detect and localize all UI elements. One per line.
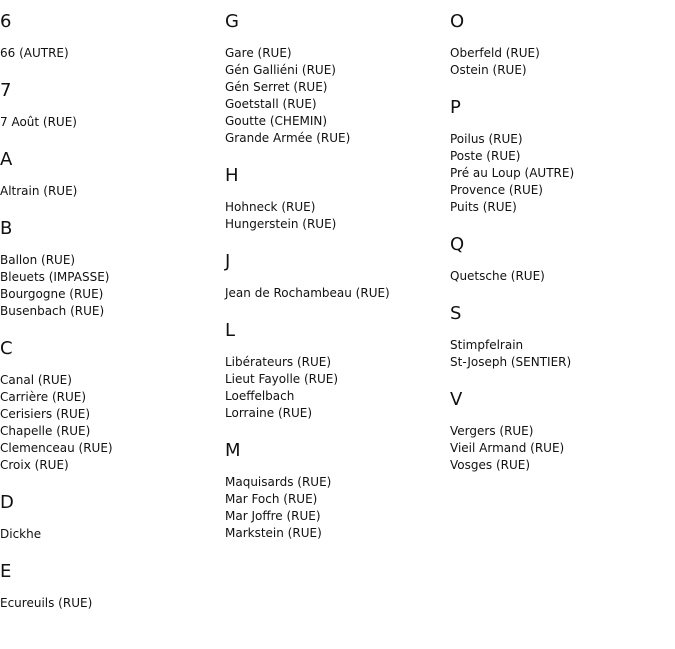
street-list [450, 268, 670, 285]
street-link[interactable]: Ostein (RUE) [450, 63, 527, 77]
letter-group [0, 150, 220, 200]
letter-group [0, 12, 220, 62]
street-link[interactable]: Lieut Fayolle (RUE) [225, 372, 339, 386]
letter-heading: B [0, 218, 13, 239]
letter-heading: C [0, 338, 13, 359]
letter-group [0, 562, 220, 612]
street-list [0, 252, 220, 320]
street-list-item [0, 286, 220, 303]
letter-group [225, 441, 445, 542]
letter-heading: S [450, 303, 462, 324]
street-list [225, 474, 445, 542]
street-link[interactable]: Provence (RUE) [450, 183, 543, 197]
street-list-item [225, 199, 445, 216]
street-list [225, 354, 445, 422]
street-list-item [225, 45, 445, 62]
letter-group [0, 493, 220, 543]
street-list-item [0, 457, 220, 474]
street-list-item [0, 252, 220, 269]
street-list [0, 114, 220, 131]
street-list-item [225, 354, 445, 371]
letter-heading: Q [450, 234, 465, 255]
street-link[interactable]: Libérateurs (RUE) [225, 355, 332, 369]
street-list-item [0, 372, 220, 389]
street-list-item [450, 354, 670, 371]
street-link[interactable]: Mar Joffre (RUE) [225, 509, 321, 523]
letter-heading: M [225, 440, 241, 461]
street-list-item [0, 389, 220, 406]
street-list-item [225, 508, 445, 525]
letter-group [450, 304, 670, 371]
street-list [450, 131, 670, 216]
street-list-item [225, 285, 445, 302]
street-list [450, 337, 670, 371]
letter-heading: D [0, 492, 14, 513]
street-link[interactable]: Carrière (RUE) [0, 390, 87, 404]
street-list-item [450, 337, 670, 354]
street-link[interactable]: Gare (RUE) [225, 46, 292, 60]
street-list-item [225, 79, 445, 96]
street-list [450, 423, 670, 474]
letter-heading: H [225, 165, 239, 186]
street-list [450, 45, 670, 79]
street-link[interactable]: Oberfeld (RUE) [450, 46, 540, 60]
street-list-item [0, 595, 220, 612]
street-list-item [450, 182, 670, 199]
street-list [225, 199, 445, 233]
letter-group [225, 321, 445, 422]
letter-group [450, 98, 670, 216]
street-list-item [225, 474, 445, 491]
street-link[interactable]: Croix (RUE) [0, 458, 69, 472]
letter-group [450, 12, 670, 79]
street-link[interactable]: Puits (RUE) [450, 200, 517, 214]
street-list-item [225, 113, 445, 130]
street-list-item [450, 45, 670, 62]
street-list-item [450, 131, 670, 148]
letter-group [450, 235, 670, 285]
street-list-item [225, 491, 445, 508]
street-list [0, 45, 220, 62]
street-list-item [0, 526, 220, 543]
street-link[interactable]: Maquisards (RUE) [225, 475, 332, 489]
street-link[interactable]: Vieil Armand (RUE) [450, 441, 565, 455]
street-list-item [450, 165, 670, 182]
street-link[interactable]: Vergers (RUE) [450, 424, 534, 438]
street-list-item [450, 148, 670, 165]
street-link[interactable]: Cerisiers (RUE) [0, 407, 91, 421]
street-link[interactable]: Vosges (RUE) [450, 458, 531, 472]
letter-group [225, 12, 445, 147]
street-link[interactable]: Poste (RUE) [450, 149, 521, 163]
street-list [225, 285, 445, 302]
street-list [0, 526, 220, 543]
letter-heading: J [225, 251, 231, 272]
street-list [225, 45, 445, 147]
street-link[interactable]: Pré au Loup (AUTRE) [450, 166, 575, 180]
letter-heading: A [0, 149, 13, 170]
street-link[interactable]: Gén Galliéni (RUE) [225, 63, 336, 77]
street-list [0, 183, 220, 200]
street-link[interactable]: Hohneck (RUE) [225, 200, 316, 214]
street-link[interactable]: Altrain (RUE) [0, 184, 78, 198]
street-index-column-1 [0, 0, 220, 631]
street-list-item [0, 269, 220, 286]
letter-heading: V [450, 389, 463, 410]
letter-group [225, 252, 445, 302]
street-link[interactable]: Gén Serret (RUE) [225, 80, 328, 94]
street-list-item [450, 457, 670, 474]
street-list-item [0, 183, 220, 200]
street-link[interactable]: Goetstall (RUE) [225, 97, 317, 111]
street-link[interactable]: Mar Foch (RUE) [225, 492, 318, 506]
street-list-item [225, 216, 445, 233]
street-link[interactable]: Busenbach (RUE) [0, 304, 105, 318]
street-list-item [0, 303, 220, 320]
street-list-item [0, 440, 220, 457]
street-link[interactable]: Loeffelbach [225, 389, 295, 403]
street-link[interactable]: Lorraine (RUE) [225, 406, 313, 420]
street-link[interactable]: Stimpfelrain [450, 338, 524, 352]
street-link[interactable]: 66 (AUTRE) [0, 46, 69, 60]
letter-group [0, 339, 220, 474]
street-list-item [450, 423, 670, 440]
street-link[interactable]: 7 Août (RUE) [0, 115, 77, 129]
street-list-item [0, 45, 220, 62]
street-index-column-3 [450, 0, 670, 493]
street-link[interactable]: Markstein (RUE) [225, 526, 322, 540]
street-link[interactable]: Ecureuils (RUE) [0, 596, 93, 610]
letter-group [0, 81, 220, 131]
letter-group [0, 219, 220, 320]
street-list-item [450, 268, 670, 285]
letter-heading: O [450, 11, 465, 32]
street-link[interactable]: Clemenceau (RUE) [0, 441, 113, 455]
street-link[interactable]: Bleuets (IMPASSE) [0, 270, 110, 284]
street-list-item [0, 114, 220, 131]
letter-group [450, 390, 670, 474]
street-list-item [450, 62, 670, 79]
street-link[interactable]: Ballon (RUE) [0, 253, 76, 267]
street-list-item [225, 130, 445, 147]
street-link[interactable]: Dickhe [0, 527, 42, 541]
street-list-item [225, 62, 445, 79]
letter-group [225, 166, 445, 233]
street-link[interactable]: Poilus (RUE) [450, 132, 523, 146]
letter-heading: L [225, 320, 236, 341]
street-list [0, 372, 220, 474]
street-link[interactable]: Hungerstein (RUE) [225, 217, 337, 231]
street-link[interactable]: Grande Armée (RUE) [225, 131, 351, 145]
street-list-item [225, 371, 445, 388]
street-list-item [0, 423, 220, 440]
street-link[interactable]: Jean de Rochambeau (RUE) [225, 286, 390, 300]
street-list-item [225, 525, 445, 542]
letter-heading: P [450, 97, 461, 118]
letter-heading: 7 [0, 80, 12, 101]
street-list-item [0, 406, 220, 423]
street-list-item [450, 199, 670, 216]
street-list-item [225, 405, 445, 422]
street-list [0, 595, 220, 612]
street-link[interactable]: Bourgogne (RUE) [0, 287, 104, 301]
street-link[interactable]: Chapelle (RUE) [0, 424, 91, 438]
letter-heading: G [225, 11, 239, 32]
letter-heading: 6 [0, 11, 12, 32]
street-link[interactable]: St-Joseph (SENTIER) [450, 355, 572, 369]
street-list-item [450, 440, 670, 457]
street-link[interactable]: Goutte (CHEMIN) [225, 114, 328, 128]
street-link[interactable]: Canal (RUE) [0, 373, 72, 387]
street-list-item [225, 96, 445, 113]
letter-heading: E [0, 561, 12, 582]
street-index-column-2 [225, 0, 445, 561]
street-link[interactable]: Quetsche (RUE) [450, 269, 545, 283]
street-list-item [225, 388, 445, 405]
